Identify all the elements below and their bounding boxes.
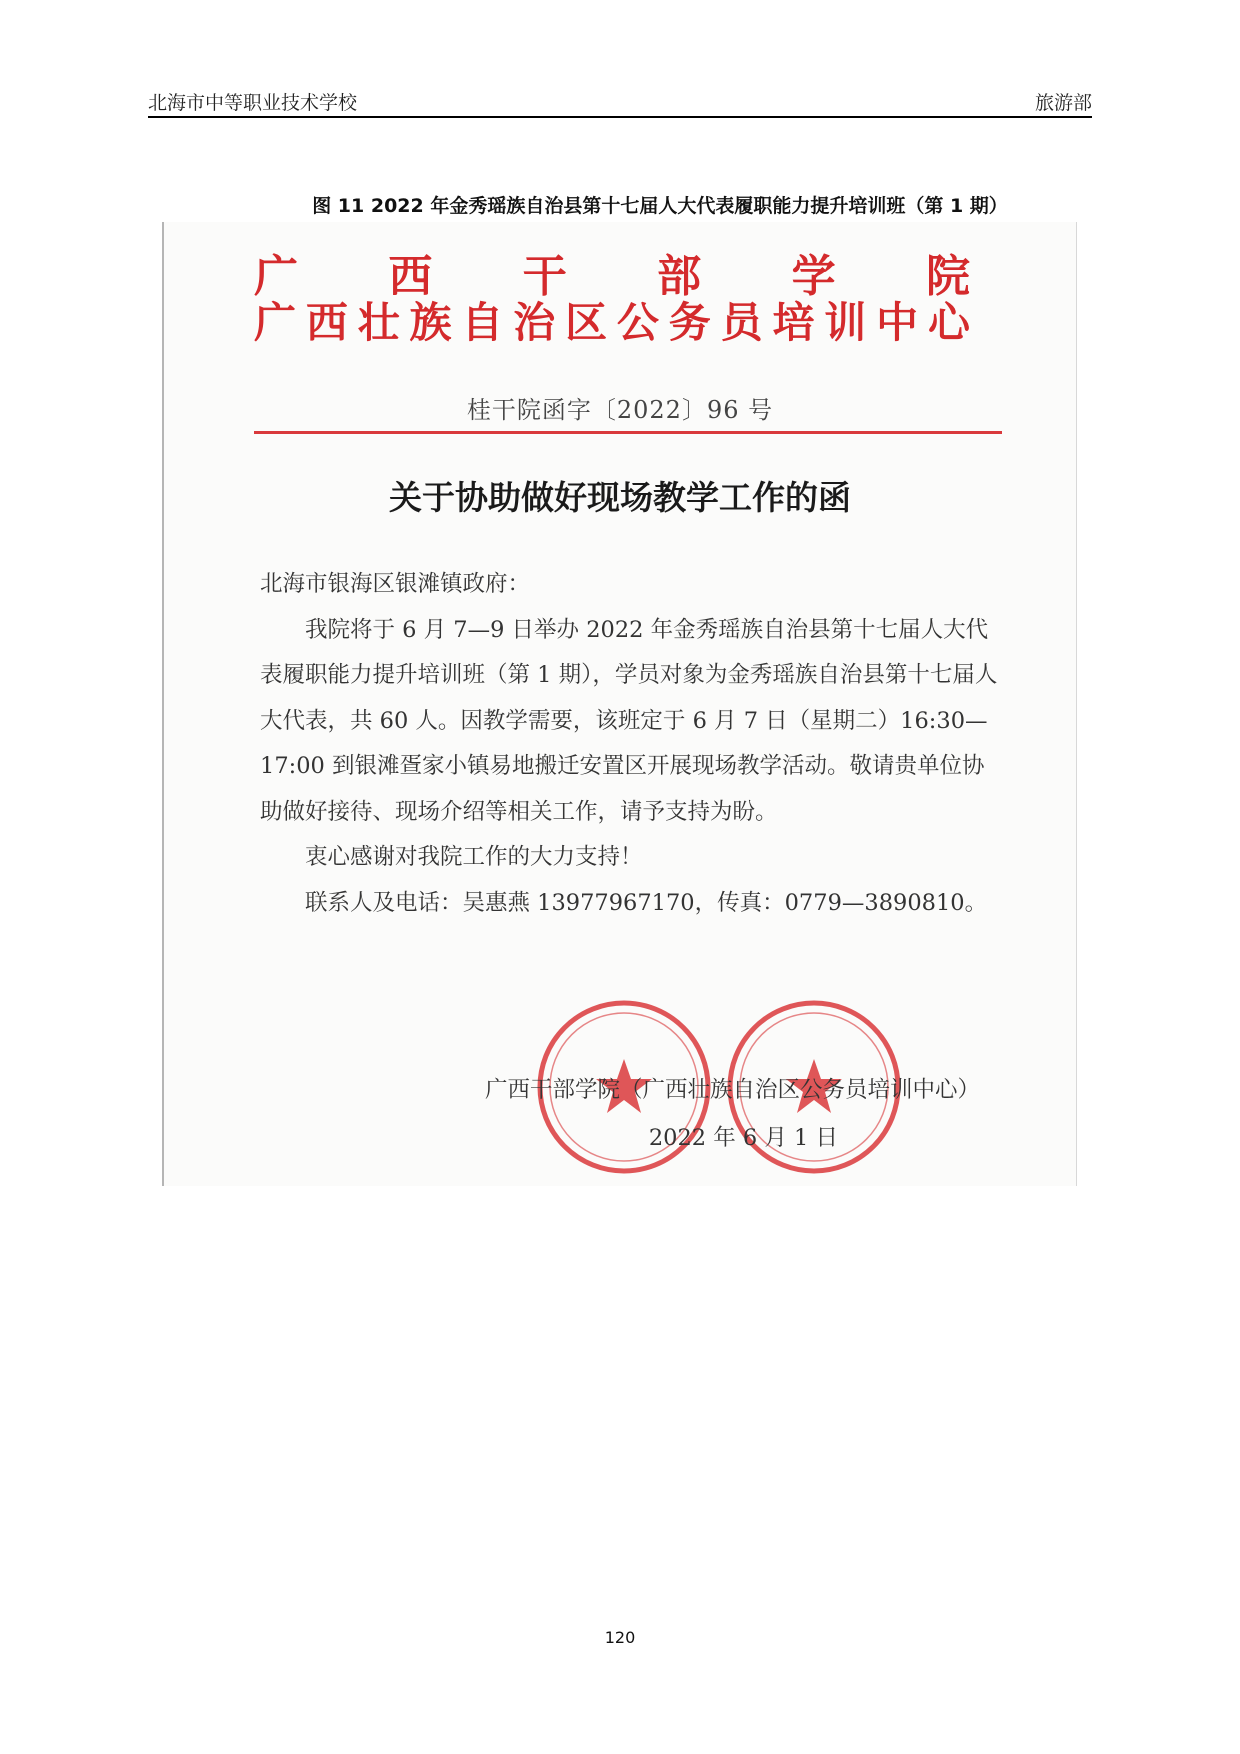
letterhead-char: 西	[305, 298, 348, 347]
letterhead-char: 务	[668, 298, 711, 347]
letterhead-char: 族	[409, 298, 452, 347]
letterhead-char: 壮	[357, 298, 400, 347]
signature-line: 广西干部学院（广西壮族自治区公务员培训中心）	[484, 1077, 980, 1103]
letterhead-char: 心	[927, 298, 970, 347]
page-header-right: 旅游部	[1034, 92, 1092, 114]
salutation: 北海市银海区银滩镇政府：	[260, 571, 531, 597]
letterhead-char: 学	[791, 251, 836, 302]
page-header-left: 北海市中等职业技术学校	[148, 92, 358, 114]
document-number: 桂干院函字〔2022〕96 号	[466, 396, 774, 424]
letterhead-char: 训	[824, 298, 867, 347]
letterhead-char: 干	[522, 251, 567, 302]
letterhead-char: 部	[657, 251, 702, 302]
letterhead-char: 自	[461, 298, 504, 347]
letterhead-char: 西	[388, 251, 433, 302]
header-rule	[148, 116, 1092, 118]
letterhead-char: 员	[720, 298, 763, 347]
letterhead-char: 广	[254, 298, 297, 347]
letterhead-char: 治	[513, 298, 556, 347]
letterhead-char: 公	[616, 298, 659, 347]
thanks-line: 衷心感谢对我院工作的大力支持！	[305, 844, 643, 870]
scanned-letter-image	[162, 222, 1077, 1186]
letterhead-line-2	[254, 290, 970, 350]
letterhead-char: 中	[876, 298, 919, 347]
figure-caption: 图 11 2022 年金秀瑶族自治县第十七届人大代表履职能力提升培训班（第 1 期）	[312, 195, 1008, 217]
page-number: 120	[604, 1628, 636, 1647]
contact-line: 联系人及电话：吴惠燕 13977967170，传真：0779—3890810。	[305, 889, 988, 916]
letter-body	[260, 562, 1000, 926]
letterhead-char: 院	[925, 251, 970, 302]
body-paragraph: 我院将于 6 月 7—9 日举办 2022 年金秀瑶族自治县第十七届人大代表履职能力提升培训班（第 1 期），学员对象为金秀瑶族自治县第十七届人大代表，共 60 人。因教学需要，该班定于 6 月 7 日（星期二）16:30—17:00 到银滩疍家小镇易地搬迁安置区开展现场教学活动。敬请贵单位协助做好接待、现场介绍等相关工作，请予支持为盼。	[260, 616, 998, 825]
date-line: 2022 年 6 月 1 日	[648, 1125, 838, 1151]
letterhead-red-rule	[254, 431, 1002, 434]
letterhead-char: 区	[565, 298, 608, 347]
letterhead-char: 广	[254, 251, 298, 302]
letterhead-char: 培	[772, 298, 815, 347]
document-title: 关于协助做好现场教学工作的函	[389, 478, 851, 517]
